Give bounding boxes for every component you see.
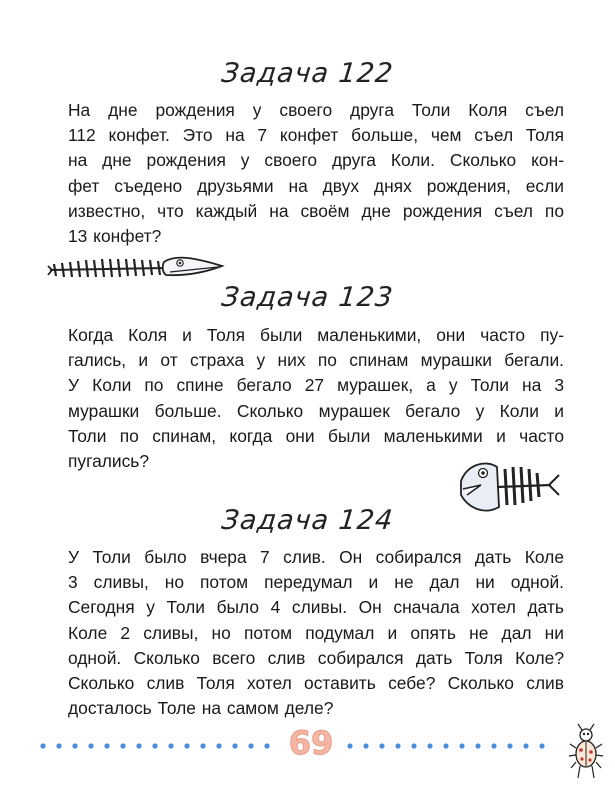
task-122-title: Задача 122 (220, 58, 395, 89)
text-line: На дне рождения у своего друга Толи Коля съел (68, 100, 564, 120)
task-123-text (68, 323, 564, 474)
text-line: Когда Коля и Толя были маленькими, они часто пу- (68, 325, 564, 345)
text-line: досталось Толе на самом деле? (68, 698, 334, 719)
task-124-title: Задача 124 (220, 505, 395, 536)
text-line: Толи по спинам, когда они были маленькими и часто (68, 425, 564, 446)
text-line: на дне рождения у своего друга Коли. Сколько кон- (68, 150, 564, 171)
text-line: Сегодня у Толи было 4 сливы. Он сначала хотел дать (68, 597, 564, 618)
task-122-text (68, 98, 564, 249)
text-line: 3 сливы, но потом передумал и не дал ни одной. (68, 572, 564, 593)
text-line: мурашки больше. Сколько мурашек бегало у Коли и (68, 400, 564, 421)
task-124-text (68, 545, 564, 721)
footer-dots-right (345, 739, 560, 753)
text-line: гались, и от страха у них по спинам мурашки бегали. (68, 350, 564, 371)
text-line: 13 конфет? (68, 226, 162, 247)
text-line: Коле 2 сливы, но потом подумал и опять не дал ни (68, 622, 564, 643)
text-line: Сколько слив Толя хотел оставить себе? Сколько слив (68, 673, 564, 694)
page-number: 69 (288, 724, 334, 762)
bug-icon (568, 722, 604, 782)
text-line: пугались? (68, 451, 150, 472)
text-line: 112 конфет. Это на 7 конфет больше, чем съел Толя (68, 125, 564, 146)
text-line: известно, что каждый на своём дне рождения съел по (68, 200, 564, 221)
text-line: фет съедено друзьями на двух днях рождения, если (68, 175, 564, 196)
text-line: У Толи было вчера 7 слив. Он собирался дать Коле (68, 547, 564, 567)
text-line: У Коли по спине бегало 27 мурашек, а у Толи на 3 (68, 375, 564, 396)
fish-skeleton-icon (46, 248, 226, 284)
task-123-title: Задача 123 (220, 282, 395, 313)
text-line: одной. Сколько всего слив собирался дать Толя Коле? (68, 647, 564, 668)
footer-dots-left (38, 739, 278, 753)
